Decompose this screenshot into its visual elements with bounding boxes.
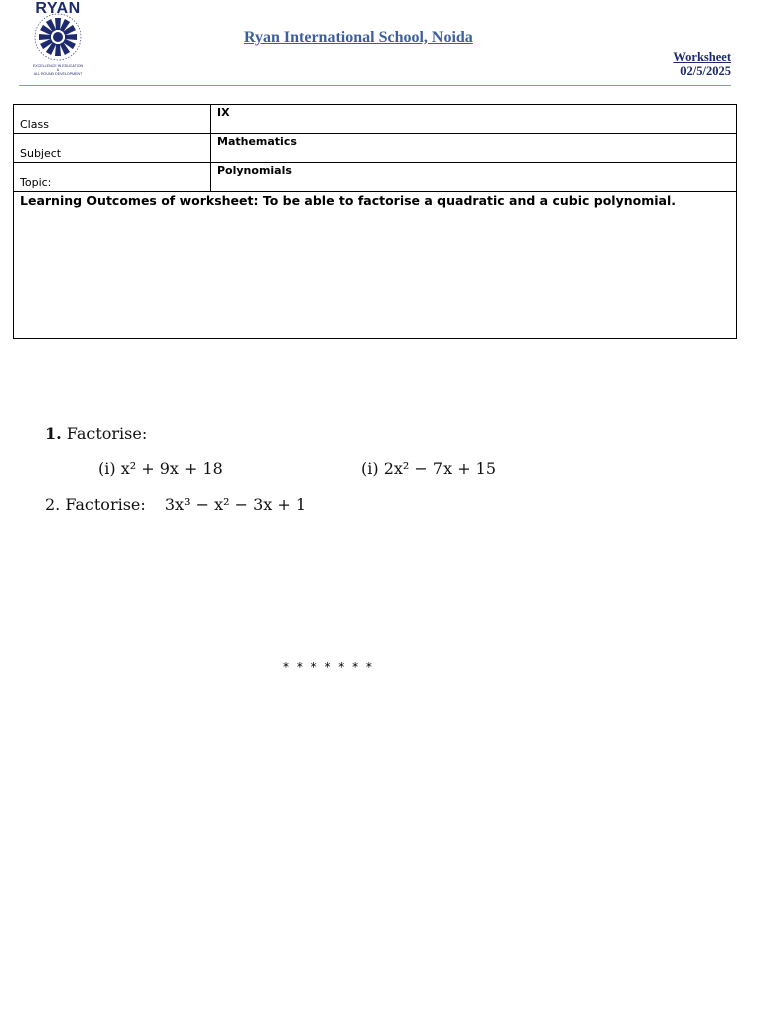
question-1b-label: (i) bbox=[361, 459, 379, 478]
end-marker: * * * * * * * bbox=[283, 660, 374, 674]
logo-wordmark: RYAN bbox=[35, 0, 81, 17]
question-2-label: Factorise: bbox=[65, 495, 146, 514]
question-1b-expression: 2x² − 7x + 15 bbox=[383, 459, 497, 478]
table-row-outcomes bbox=[14, 192, 737, 339]
subject-label: Subject bbox=[14, 134, 211, 163]
logo-motto-1: EXCELLENCE IN EDUCATION bbox=[32, 64, 84, 68]
topic-value: Polynomials bbox=[211, 163, 737, 192]
question-1a-label: (i) bbox=[98, 459, 116, 478]
school-name: Ryan International School, Noida bbox=[244, 29, 473, 46]
topic-label: Topic: bbox=[14, 163, 211, 192]
logo-motto-3: ALL ROUND DEVELOPMENT bbox=[33, 72, 83, 76]
logo-emblem-icon bbox=[27, 12, 89, 78]
class-value: IX bbox=[211, 105, 737, 134]
question-1-part-a bbox=[98, 459, 223, 478]
worksheet-date: 02/5/2025 bbox=[680, 64, 731, 78]
question-1-part-b bbox=[361, 459, 496, 478]
question-2-expression: 3x³ − x² − 3x + 1 bbox=[164, 495, 307, 514]
question-1-heading bbox=[45, 424, 147, 443]
school-logo bbox=[27, 0, 89, 78]
subject-value: Mathematics bbox=[211, 134, 737, 163]
worksheet-info-table bbox=[13, 104, 737, 339]
worksheet-title: Worksheet bbox=[673, 50, 731, 64]
header-divider bbox=[19, 85, 731, 86]
table-row-class bbox=[14, 105, 737, 134]
question-2 bbox=[45, 495, 306, 514]
worksheet-meta bbox=[673, 50, 731, 78]
table-row-subject bbox=[14, 134, 737, 163]
question-1-label: Factorise: bbox=[66, 424, 148, 443]
question-2-number: 2. bbox=[45, 495, 61, 514]
logo-motto-2: & bbox=[56, 68, 60, 72]
table-row-topic bbox=[14, 163, 737, 192]
learning-outcomes: Learning Outcomes of worksheet: To be able to factorise a quadratic and a cubic polynomial. bbox=[14, 192, 737, 339]
question-1-number: 1. bbox=[45, 424, 62, 443]
class-label: Class bbox=[14, 105, 211, 134]
question-1a-expression: x² + 9x + 18 bbox=[120, 459, 223, 478]
